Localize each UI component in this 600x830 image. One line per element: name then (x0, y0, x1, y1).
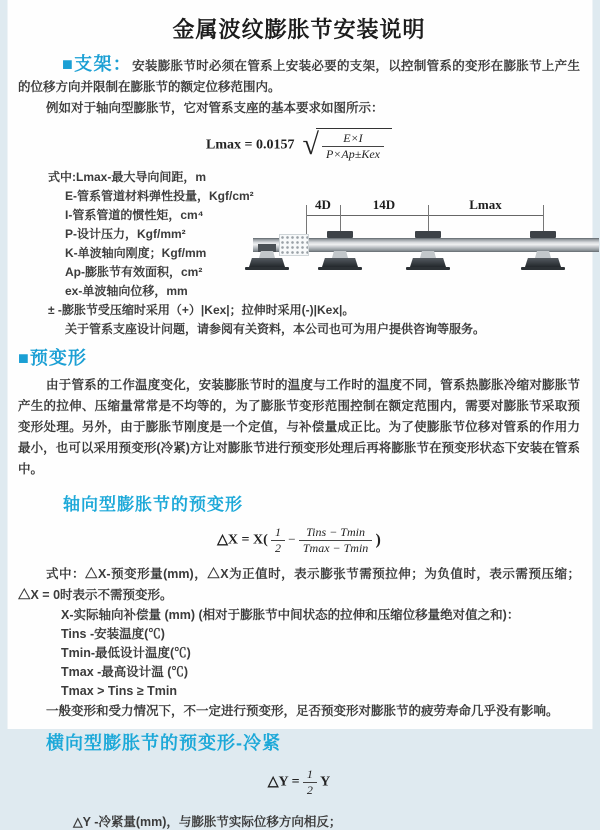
definition-line: Ap-膨胀节有效面积，cm² (65, 265, 203, 279)
dim-label-4d: 4D (315, 197, 331, 212)
lateral-formula-fraction (303, 767, 317, 798)
support-example-line: 例如对于轴向型膨胀节，它对管系支座的基本要求如图所示： (46, 101, 384, 115)
guide-foot (406, 267, 450, 270)
dim-label-14d: 14D (372, 197, 396, 212)
dim-label-lmax: Lmax (469, 197, 502, 212)
note-line: Tins -安装温度(℃) (61, 627, 165, 641)
anchor-base (249, 258, 285, 267)
lateral-numerator: 1 (303, 767, 317, 783)
predeform-section-heading: ■预变形 (18, 348, 87, 368)
temp-denominator: Tmax − Tmin (302, 541, 369, 555)
definition-line: I-管系管道的惯性矩，cm⁴ (65, 208, 204, 222)
note-line: Tmax > Tins ≥ Tmin (61, 684, 178, 698)
definition-line: ex-单波轴向位移，mm (65, 284, 188, 298)
axial-subsection-heading: 轴向型膨胀节的预变形 (63, 495, 243, 514)
definition-line: 式中:Lmax-最大导向间距，m (48, 170, 207, 184)
guide-base (322, 258, 358, 267)
predeform-section (18, 348, 580, 371)
radical-sign: √ (302, 128, 319, 161)
guide-saddle (420, 251, 436, 258)
lmax-formula-denominator: P×Ap±Kex (325, 147, 380, 161)
lateral-formula-rhs: Y (320, 774, 331, 790)
pipe-support-diagram (253, 195, 600, 289)
guide-foot (318, 267, 362, 270)
definition-line: P-设计压力，Kgf/mm² (65, 227, 186, 241)
axial-notes (18, 564, 580, 721)
definition-line: ± -膨胀节受压缩时采用（+）|Kex|；拉伸时采用(-)|Kex|。 (48, 303, 355, 317)
support-section-heading: ■支架： (62, 54, 133, 74)
support-intro-paragraph (18, 54, 580, 98)
guide-clamp (530, 231, 556, 238)
bellows-expansion-joint (279, 234, 309, 256)
half-denominator: 2 (275, 541, 282, 555)
guide-saddle (332, 251, 348, 258)
note-line: Tmin-最低设计温度(℃) (61, 646, 191, 660)
axial-formula-rhs: ) (375, 531, 381, 549)
guide-saddle (535, 251, 551, 258)
lmax-formula (18, 128, 580, 162)
lateral-denominator: 2 (306, 783, 313, 797)
lateral-note-line: △Y -冷紧量(mm)，与膨胀节实际位移方向相反； (73, 815, 342, 829)
guide-clamp (415, 231, 441, 238)
page-title: 金属波纹膨胀节安装说明 (172, 17, 426, 42)
note-line: 一般变形和受力情况下，不一定进行预变形，足否预变形对膨胀节的疲劳寿命几乎没有影响。 (46, 704, 559, 718)
lateral-formula (18, 767, 580, 798)
note-line: 式中：△X-预变形量(mm)，△X为正值时，表示膨张节需预拉伸；为负值时，表示需预压缩；△X = 0时表示不需预变形。 (18, 567, 580, 602)
axial-formula-half-fraction (271, 525, 285, 556)
support-intro-text: 安装膨胀节时必须在管系上安装必要的支架，以控制管系的变形在膨胀节上产生的位移方向并限制在膨胀节的额定位移范围内。 (18, 59, 580, 94)
dimension-line (306, 215, 543, 216)
definition-line: E-管系管道材料弹性投量，Kgf/cm² (65, 189, 254, 203)
definition-line: 关于管系支座设计问题，请参阅有关资料，本公司也可为用户提供咨询等服务。 (65, 322, 486, 336)
anchor-saddle (259, 251, 275, 258)
predeform-body-paragraph: 由于管系的工作温度变化，安装膨胀节时的温度与工作时的温度不同，管系热膨胀冷缩对膨胀节产生的拉伸、压缩量常常是不均等的，为了膨胀节变形范围控制在额定范围内，需要对膨胀节采取预变形处理。另外，由于膨胀节刚度是一个定值，与补偿量成正比。为了使膨胀节位移对管系的作用力最小，也可以采用预变形(冷紧)方让对膨胀节进行预变形处理后再将膨胀节在预变形状态下安装在管系中。 (18, 378, 580, 476)
half-numerator: 1 (271, 525, 285, 541)
sqrt-radical (303, 128, 392, 162)
axial-formula (18, 525, 580, 556)
axial-formula-temp-fraction (299, 525, 372, 556)
guide-foot (521, 267, 565, 270)
document-page (7, 0, 593, 829)
guide-clamp (327, 231, 353, 238)
definition-line: K-单波轴向刚度；Kgf/mm (65, 246, 207, 260)
lmax-formula-numerator: E×I (322, 131, 384, 147)
lmax-formula-lhs: Lmax = 0.0157 (206, 137, 295, 153)
note-line: X-实际轴向补偿量 (mm) (相对于膨胀节中间状态的拉伸和压缩位移量绝对值之和)： (61, 608, 520, 622)
temp-numerator: Tins − Tmin (299, 525, 372, 541)
minus-sign: − (288, 531, 296, 547)
guide-base (410, 258, 446, 267)
document-content (8, 0, 592, 830)
anchor-block (258, 244, 276, 252)
anchor-foot (245, 267, 289, 270)
lateral-subsection-heading: 横向型膨胀节的预变形-冷紧 (46, 733, 281, 753)
axial-formula-lhs: △X = X( (217, 532, 268, 548)
note-line: Tmax -最高设计温 (℃) (61, 665, 189, 679)
lateral-formula-lhs: △Y = (267, 774, 300, 790)
guide-base (525, 258, 561, 267)
